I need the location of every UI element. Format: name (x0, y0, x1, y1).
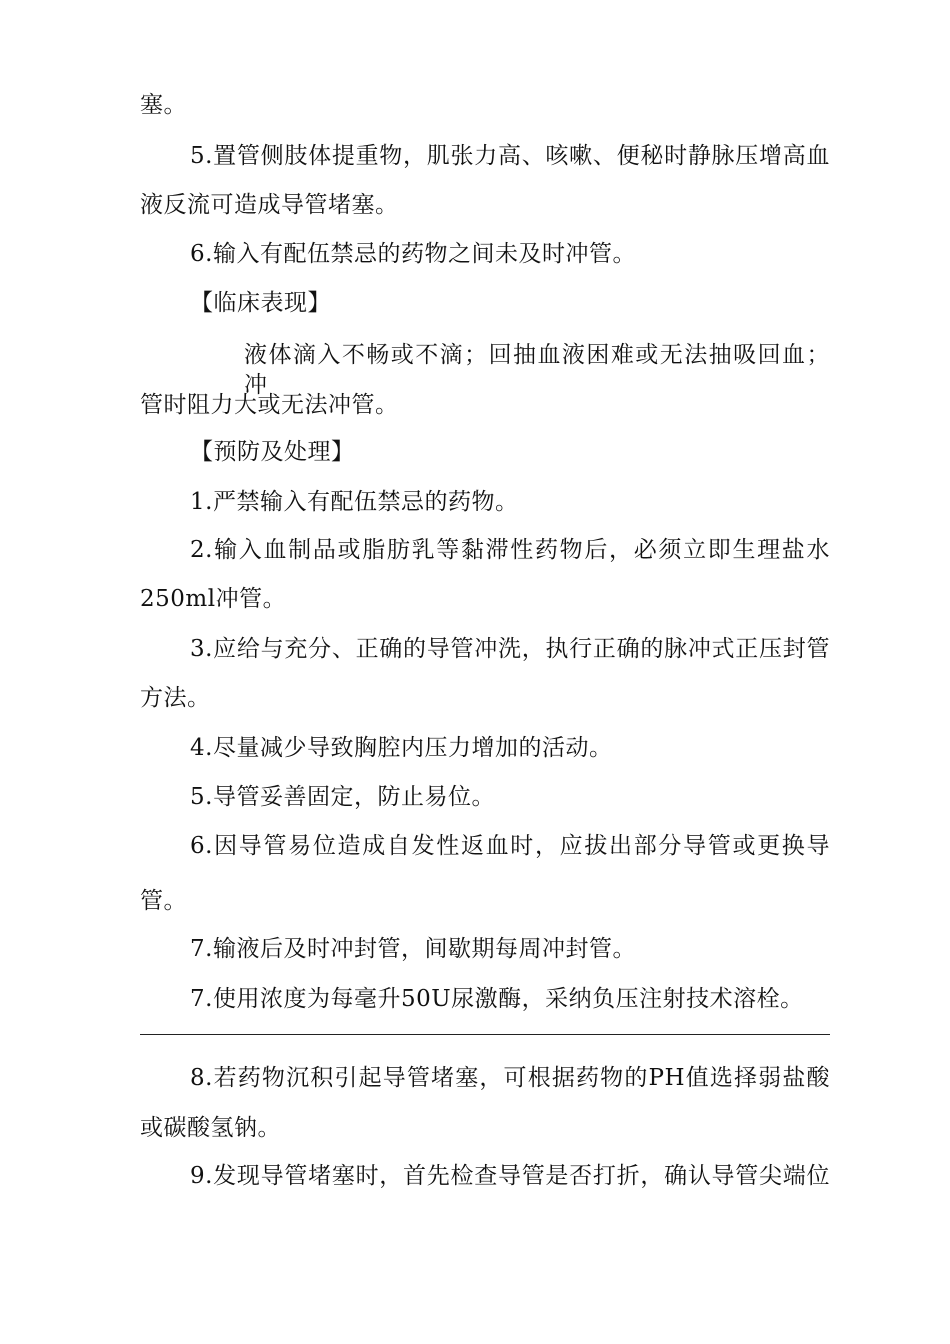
text-line: 方法。 (140, 685, 211, 711)
text-line: 7.输液后及时冲封管，间歇期每周冲封管。 (190, 936, 636, 962)
text-line: 6.因导管易位造成自发性返血时，应拔出部分导管或更换导 (190, 833, 830, 859)
text-line: 8.若药物沉积引起导管堵塞，可根据药物的PH值选择弱盐酸 (190, 1065, 830, 1091)
text-line: 管。 (140, 888, 187, 914)
text-line: 液体滴入不畅或不滴；回抽血液困难或无法抽吸回血；冲 (244, 342, 830, 398)
text-line: 250ml冲管。 (140, 586, 287, 612)
text-line: 3.应给与充分、正确的导管冲洗，执行正确的脉冲式正压封管 (190, 636, 830, 662)
section-heading: 【临床表现】 (190, 290, 331, 316)
text-line: 9.发现导管堵塞时，首先检查导管是否打折，确认导管尖端位 (190, 1163, 830, 1189)
section-heading: 【预防及处理】 (190, 439, 355, 465)
text-line: 6.输入有配伍禁忌的药物之间未及时冲管。 (190, 241, 636, 267)
text-line: 或碳酸氢钠。 (140, 1115, 281, 1141)
horizontal-divider (140, 1034, 830, 1035)
text-line: 液反流可造成导管堵塞。 (140, 192, 399, 218)
text-line: 2.输入血制品或脂肪乳等黏滞性药物后，必须立即生理盐水 (190, 537, 830, 563)
text-line: 5.置管侧肢体提重物，肌张力高、咳嗽、便秘时静脉压增高血 (190, 143, 830, 169)
text-line: 4.尽量减少导致胸腔内压力增加的活动。 (190, 735, 613, 761)
text-line: 5.导管妥善固定，防止易位。 (190, 784, 495, 810)
text-line: 塞。 (140, 92, 187, 118)
text-line: 管时阻力大或无法冲管。 (140, 392, 399, 418)
text-line: 7.使用浓度为每毫升50U尿激酶，采纳负压注射技术溶栓。 (190, 986, 804, 1012)
text-line: 1.严禁输入有配伍禁忌的药物。 (190, 489, 519, 515)
